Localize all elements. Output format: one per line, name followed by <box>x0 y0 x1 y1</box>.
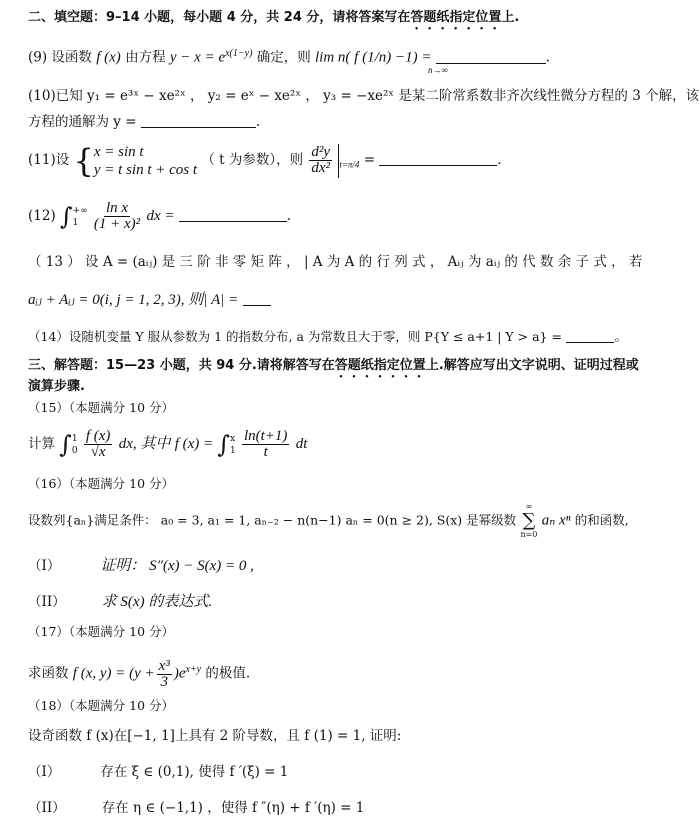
question-17: 求函数 f (x, y) = (y + $\frac{\text{x³}}{3}$ )$e^{x+y}$ 的极值. <box>28 657 251 690</box>
answer-blank-14 <box>566 328 614 343</box>
question-18-part-2: （II） 存在 η ∈ (−1,1) ，使得 f ″(η) + f ′(η) = 1 <box>28 800 365 816</box>
question-13-line-1: （ 13 ） 设 A = (aᵢⱼ) 是 三 阶 非 零 矩 阵 ， | A 为 A 的 行 列 式 ， Aᵢⱼ 为 aᵢⱼ 的 代 数 余 子 式 ， 若 <box>28 254 643 270</box>
question-18-part-1: （I） 存在 ξ ∈ (0,1), 使得 f ′(ξ) = 1 <box>28 764 289 780</box>
answer-blank-12 <box>179 207 287 222</box>
question-18: 设奇函数 f (x)在[−1, 1]上具有 2 阶导数，且 f (1) = 1, 证明: <box>28 728 402 744</box>
question-12: (12) ∫ +∞ 1 $\frac{\text{ln x}}{\text{(1 + x)²}}$ dx = . <box>28 200 292 232</box>
question-15: 计算 ∫ 1 0 $\frac{f (x)}{√x}$ dx, 其中 f (x) = ∫ x 1 $\frac{\ln(t+1)}{t}$ dt <box>28 428 308 460</box>
question-10-line-2: 方程的通解为 y = . <box>28 114 261 130</box>
question-16-part-2: （II） 求 S(x) 的表达式. <box>28 594 213 610</box>
question-16-label: （16）（本题满分 10 分） <box>28 476 175 491</box>
section-2-heading: 二、填空题：9–14 小题，每小题 4 分，共 24 分，请将答案写在答题纸指定位置上. <box>28 10 520 25</box>
section-3-heading-cont: 演算步骤. <box>28 379 85 394</box>
answer-blank-10 <box>141 113 256 128</box>
question-10-line-1: (10)已知 y₁ = e³ˣ − xe²ˣ ， y₂ = eˣ − xe²ˣ ， y₃ = −xe²ˣ 是某二阶常系数非齐次线性微分方程的 3 个解，该 <box>28 88 699 104</box>
answer-blank-11 <box>379 151 497 166</box>
section-3-heading: 三、解答题：15—23 小题，共 94 分.请将解答写在答题纸指定位置上.解答应写出文字说明、证明过程或 <box>28 358 639 373</box>
question-15-label: （15）（本题满分 10 分） <box>28 400 175 415</box>
answer-blank-13 <box>243 291 271 306</box>
answer-blank-9 <box>436 49 546 64</box>
question-16-part-1: （I） 证明： S″(x) − S(x) = 0 , <box>28 558 254 574</box>
question-14: （14）设随机变量 Y 服从参数为 1 的指数分布, a 为常数且大于零，则 P{Y ≤ a+1 | Y > a} = 。 <box>28 329 628 345</box>
question-13-line-2: aᵢⱼ + Aᵢⱼ = 0(i, j = 1, 2, 3), 则| A| = <box>28 290 602 310</box>
question-9: (9) 设函数 f (x) 由方程 $y - x = e^{x(1-y)}$ 确定，则 lim n( f (1/n) −1) = . n→∞ <box>28 48 551 75</box>
question-11: (11)设 { x = sin t y = t sin t + cos t （ t 为参数），则 $\frac{\text{d²y}}{\text{dx²}}$ $_{t=\pi/4}$ = . <box>28 141 502 180</box>
question-18-label: （18）（本题满分 10 分） <box>28 698 175 713</box>
question-17-label: （17）（本题满分 10 分） <box>28 624 175 639</box>
question-16: 设数列{aₙ}满足条件： a₀ = 3, a₁ = 1, aₙ₋₂ − n(n−1) aₙ = 0(n ≥ 2), S(x) 是幂级数 ∞ ∑ n=0 aₙ xⁿ 的和函数, <box>28 502 629 539</box>
